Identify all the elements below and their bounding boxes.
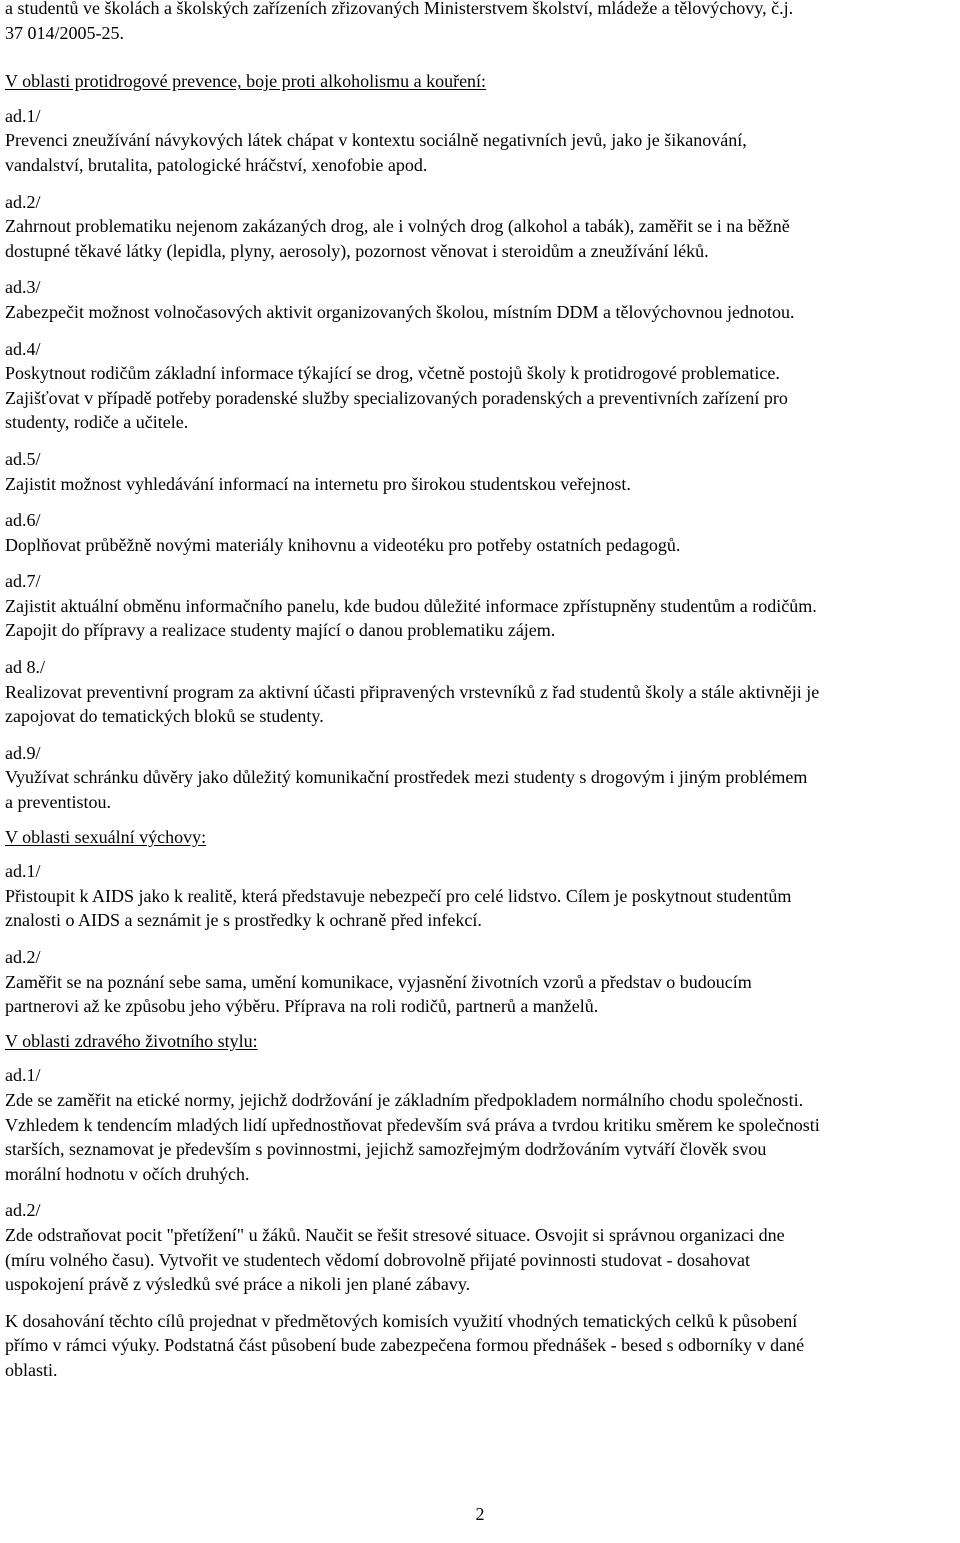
item-text: Zajistit možnost vyhledávání informací na internetu pro širokou studentskou veřejnost.: [5, 473, 631, 494]
item-label: ad.9/: [5, 742, 41, 763]
item-text: Prevenci zneužívání návykových látek chápat v kontextu sociálně negativních jevů, jako je šikanování, vandalství, brutalita, patologické hráčství, xenofobie apod.: [5, 130, 747, 175]
item-text: Zde se zaměřit na etické normy, jejichž dodržování je základním předpokladem normálního chodu společnosti. Vzhledem k tendencím mladých lidí upřednostňovat především svá práva a tvrdou kritiku směrem ke společnosti starších, seznamovat je především s povinnostmi, jejichž samozřejmým dodržováním vytváří člověk svou morální hodnotu v očích druhých.: [5, 1089, 820, 1184]
item-label: ad.7/: [5, 571, 41, 592]
section-heading-sex-education: V oblasti sexuální výchovy:: [5, 826, 207, 847]
item-label: ad.2/: [5, 1200, 41, 1221]
item-label: ad.2/: [5, 191, 41, 212]
item-label: ad.5/: [5, 448, 41, 469]
item-text: Zabezpečit možnost volnočasových aktivit organizovaných školou, místním DDM a tělovýchovnou jednotou.: [5, 301, 795, 322]
item-text: Zaměřit se na poznání sebe sama, umění komunikace, vyjasnění životních vzorů a představ o budoucím partnerovi až ke způsobu jeho výběru. Příprava na roli rodičů, partnerů a manželů.: [5, 971, 752, 1017]
item-label: ad.6/: [5, 510, 41, 531]
item-text: Zde odstraňovat pocit "přetížení" u žáků. Naučit se řešit stresové situace. Osvojit si správnou organizaci dne (míru volného času). Vytvořit ve studentech vědomí dobrovolně přijaté povinnosti studovat - dosahovat uspokojení právě z výsledků své práce a nikoli jen plané zábavy.: [5, 1224, 785, 1295]
item-label: ad.4/: [5, 338, 41, 359]
intro-paragraph: a studentů ve školách a školských zařízeních zřizovaných Ministerstvem školství, mládeže a tělovýchovy, č.j. 37 014/2005-25.: [5, 0, 794, 43]
document-page: [5, 0, 960, 1383]
page-number: 2: [475, 1504, 485, 1524]
item-text: Přistoupit k AIDS jako k realitě, která představuje nebezpečí pro celé lidstvo. Cílem je poskytnout studentům znalosti o AIDS a seznámit je s prostředky k ochraně před infekcí.: [5, 885, 792, 931]
item-label: ad.1/: [5, 861, 41, 882]
item-label: ad.2/: [5, 947, 41, 967]
item-text: Využívat schránku důvěry jako důležitý komunikační prostředek mezi studenty s drogovým i jiným problémem a preventistou.: [5, 767, 808, 813]
item-label: ad 8./: [5, 657, 45, 678]
item-label: ad.1/: [5, 105, 41, 126]
closing-paragraph: K dosahování těchto cílů projednat v předmětových komisích využití vhodných tematických celků k působení přímo v rámci výuky. Podstatná část působení bude zabezpečena formou přednášek - besed s odborníky v dané oblasti.: [5, 1310, 805, 1380]
item-label: ad.3/: [5, 277, 41, 298]
item-text: Realizovat preventivní program za aktivní účasti připravených vrstevníků z řad studentů školy a stále aktivněji je zapojovat do tematických bloků se studenty.: [5, 681, 820, 727]
item-text: Zajistit aktuální obměnu informačního panelu, kde budou důležité informace zpřístupněny studentům a rodičům. Zapojit do přípravy a realizace studenty mající o danou problematiku zájem.: [5, 595, 817, 641]
section-heading-healthy-lifestyle: V oblasti zdravého životního stylu:: [5, 1030, 258, 1051]
item-text: Doplňovat průběžně novými materiály knihovnu a videotéku pro potřeby ostatních pedagogů.: [5, 534, 681, 555]
item-label: ad.1/: [5, 1065, 41, 1086]
item-text: Poskytnout rodičům základní informace týkající se drog, včetně postojů školy k protidrogové problematice. Zajišťovat v případě potřeby poradenské služby specializovaných poradenských a preventivních zařízení pro studenty, rodiče a učitele.: [5, 363, 788, 433]
section-heading-drug-prevention: V oblasti protidrogové prevence, boje proti alkoholismu a kouření:: [5, 71, 487, 92]
item-text: Zahrnout problematiku nejenom zakázaných drog, ale i volných drog (alkohol a tabák), zaměřit se i na běžně dostupné těkavé látky (lepidla, plyny, aerosoly), pozornost věnovat i steroidům a zneužívání léků.: [5, 216, 790, 261]
